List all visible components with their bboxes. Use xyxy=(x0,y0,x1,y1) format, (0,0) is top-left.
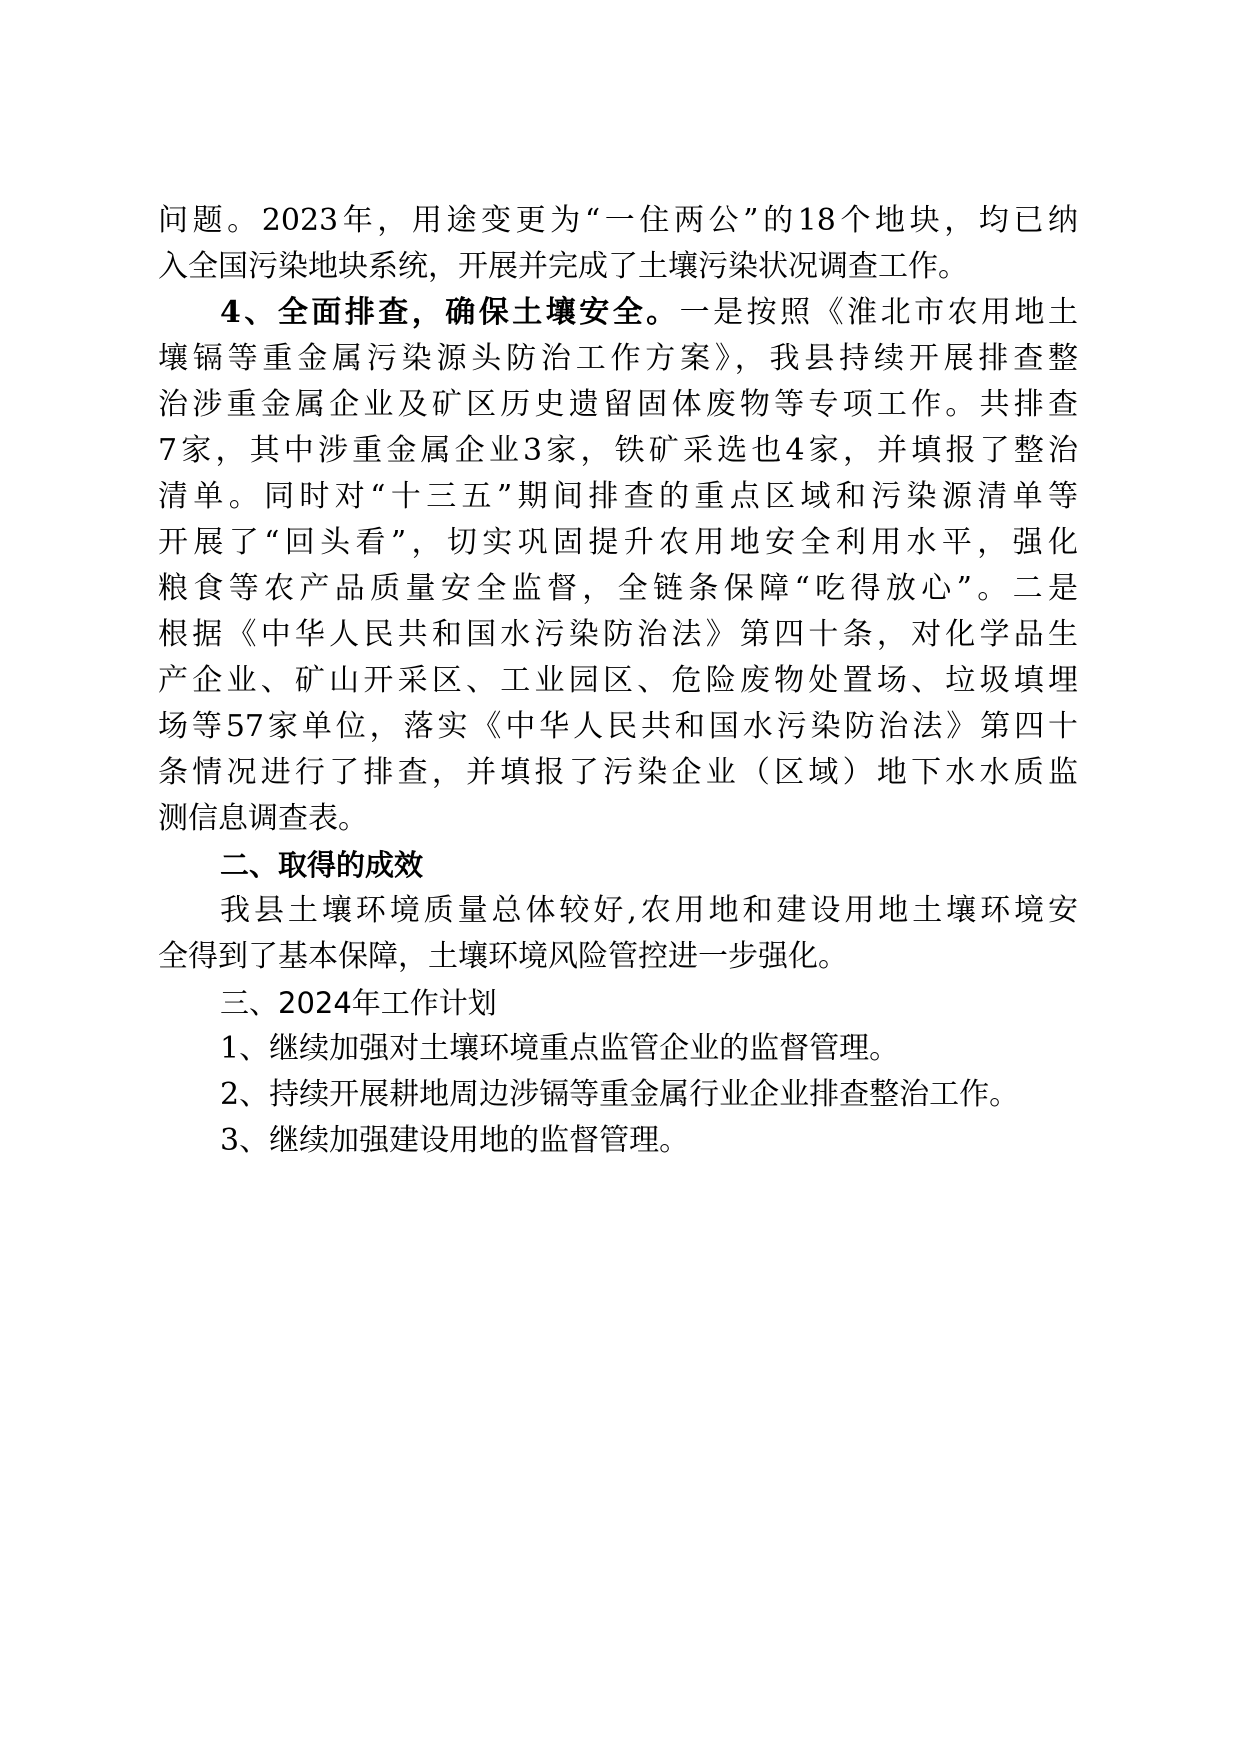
plan-item-2: 2、持续开展耕地周边涉镉等重金属行业企业排查整治工作。 xyxy=(220,1077,1020,1112)
section4-first-line-rest: 一是按照《淮北市农用地土 xyxy=(679,295,1079,330)
section4-line: 根据《中华人民共和国水污染防治法》第四十条，对化学品生 xyxy=(158,617,1078,652)
section4-line: 开展了“回头看”，切实巩固提升农用地安全利用水平，强化 xyxy=(158,525,1078,560)
section4-line: 条情况进行了排查，并填报了污染企业（区域）地下水水质监 xyxy=(158,755,1078,790)
section4-line: 场等57家单位，落实《中华人民共和国水污染防治法》第四十 xyxy=(158,709,1078,744)
section4-bold-lead: 4、全面排查，确保土壤安全。 xyxy=(220,295,680,330)
section-heading-plan: 三、2024年工作计划 xyxy=(220,986,497,1020)
section4-line: 清单。同时对“十三五”期间排查的重点区域和污染源清单等 xyxy=(158,479,1078,514)
section4-line: 粮食等农产品质量安全监督，全链条保障“吃得放心”。二是 xyxy=(158,571,1078,606)
section4-line: 产企业、矿山开采区、工业园区、危险废物处置场、垃圾填埋 xyxy=(158,663,1078,698)
plan-item-1: 1、继续加强对土壤环境重点监管企业的监督管理。 xyxy=(220,1031,900,1066)
section4-first-line xyxy=(158,290,1078,336)
section4-line: 7家，其中涉重金属企业3家，铁矿采选也4家，并填报了整治 xyxy=(158,433,1078,468)
plan-item-3: 3、继续加强建设用地的监督管理。 xyxy=(220,1123,690,1158)
intro-line-2: 入全国污染地块系统，开展并完成了土壤污染状况调查工作。 xyxy=(158,249,968,284)
achievement-line-1: 我县土壤环境质量总体较好,农用地和建设用地土壤环境安 xyxy=(220,893,1078,928)
section4-line: 治涉重金属企业及矿区历史遗留固体废物等专项工作。共排查 xyxy=(158,387,1078,422)
section4-last-line: 测信息调查表。 xyxy=(158,801,368,836)
document-body xyxy=(158,198,1078,1164)
section-heading-achievements: 二、取得的成效 xyxy=(220,848,424,882)
achievement-line-2: 全得到了基本保障，土壤环境风险管控进一步强化。 xyxy=(158,939,848,974)
intro-line-1: 问题。2023年，用途变更为“一住两公”的18个地块，均已纳 xyxy=(158,203,1078,238)
section4-line: 壤镉等重金属污染源头防治工作方案》，我县持续开展排查整 xyxy=(158,341,1078,376)
